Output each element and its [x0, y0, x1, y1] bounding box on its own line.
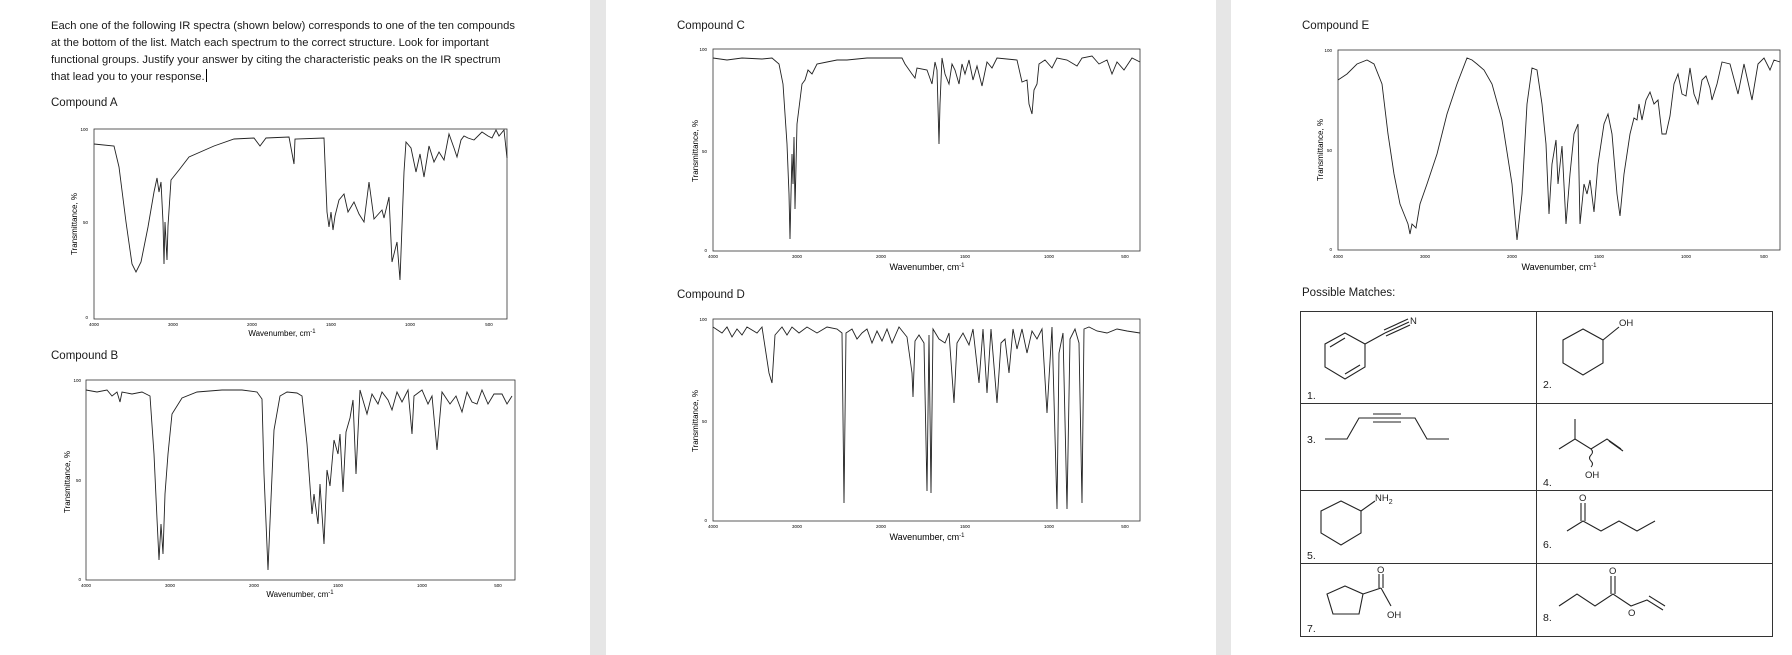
ytick-label: 50 [701, 149, 707, 154]
y-axis-label: Transmittance, % [691, 390, 700, 452]
spectrum-trace [86, 390, 512, 570]
ytick-label: 50 [701, 419, 707, 424]
possible-matches-table [1300, 311, 1773, 637]
compound-b-caption: Compound B [51, 350, 119, 362]
xtick-label: 3000 [164, 583, 176, 588]
compound-a-spectrum [64, 122, 514, 339]
ytick-label: 0 [704, 518, 707, 523]
x-axis-label: Wavenumber, $cm^{-1}$ [889, 532, 965, 542]
oct-4-yne-structure [1301, 405, 1536, 490]
xtick-label: 1000 [416, 583, 428, 588]
plot-frame [713, 319, 1140, 521]
compound-b-spectrum [62, 374, 517, 600]
ytick-label: 0 [78, 577, 81, 582]
ytick-label: 50 [75, 478, 81, 483]
xtick-label: 2000 [248, 583, 260, 588]
atom-label: OH [1387, 610, 1402, 621]
xtick-label: 2000 [246, 322, 258, 327]
match-number: 6. [1543, 539, 1552, 551]
match-number: 5. [1307, 550, 1316, 562]
ytick-label: 0 [85, 315, 88, 320]
atom-label: OH [1585, 469, 1600, 481]
table-row [1301, 404, 1773, 491]
y-axis-label: Transmittance, % [691, 120, 700, 182]
atom-label: OH [1619, 317, 1634, 329]
match-cell-6 [1537, 491, 1773, 564]
ytick-label: 0 [704, 248, 707, 253]
ytick-label: 100 [1324, 48, 1332, 53]
cyclohexylamine-structure [1301, 491, 1536, 563]
match-number: 4. [1543, 477, 1552, 489]
compound-a-caption: Compound A [51, 97, 118, 109]
atom-label: O [1609, 566, 1617, 577]
cyclopentanecarboxylic-acid-structure [1301, 564, 1536, 636]
xtick-label: 1500 [959, 254, 971, 259]
xtick-label: 4000 [707, 254, 719, 259]
compound-d-caption: Compound D [677, 289, 745, 301]
xtick-label: 3000 [791, 524, 803, 529]
xtick-label: 1000 [1043, 254, 1055, 259]
cyclohexanol-structure [1537, 313, 1772, 403]
x-axis-label: Wavenumber, $cm^{-1}$ [248, 329, 316, 338]
xtick-label: 3000 [791, 254, 803, 259]
xtick-label: 500 [1121, 254, 1129, 259]
xtick-label: 1500 [1593, 254, 1605, 259]
match-number: 1. [1307, 390, 1316, 402]
match-number: 8. [1543, 612, 1552, 624]
xtick-label: 500 [485, 322, 493, 327]
atom-label: N [1410, 315, 1417, 327]
plot-frame [1338, 50, 1780, 250]
benzonitrile-structure [1301, 313, 1536, 403]
match-cell-4 [1537, 404, 1773, 491]
table-row [1301, 564, 1773, 637]
xtick-label: 500 [1760, 254, 1768, 259]
x-axis-label: Wavenumber, $cm^{-1}$ [889, 262, 965, 272]
alkenol-structure [1537, 405, 1772, 490]
xtick-label: 500 [494, 583, 502, 588]
plot-frame [86, 380, 515, 580]
plot-frame [713, 49, 1140, 251]
xtick-label: 1000 [1680, 254, 1692, 259]
vinyl-butanoate-structure [1537, 564, 1772, 636]
xtick-label: 1000 [404, 322, 416, 327]
ytick-label: 50 [1326, 148, 1332, 153]
spectrum-trace [1338, 58, 1780, 240]
spectrum-trace [94, 130, 507, 280]
compound-e-spectrum [1312, 44, 1787, 274]
y-axis-label: Transmittance, % [63, 451, 72, 513]
ytick-label: 100 [73, 378, 81, 383]
atom-label: O [1377, 565, 1385, 576]
match-cell-5 [1301, 491, 1537, 564]
xtick-label: 1000 [1043, 524, 1055, 529]
xtick-label: 2000 [1506, 254, 1518, 259]
intro-text: Each one of the following IR spectra (shown below) corresponds to one of the ten compounds at the bottom of the list. Match each spectrum to the correct structure. Look for important functional groups. Justify your answer by citing the characteristic peaks on the IR spectrum that lead you to your response. [51, 20, 515, 83]
xtick-label: 3000 [1419, 254, 1431, 259]
y-axis-label: Transmittance, % [1316, 119, 1325, 181]
xtick-label: 1500 [959, 524, 971, 529]
atom-label: O [1628, 608, 1636, 619]
xtick-label: 1500 [325, 322, 337, 327]
xtick-label: 3000 [167, 322, 179, 327]
compound-e-caption: Compound E [1302, 20, 1370, 32]
intro-paragraph[interactable] [51, 18, 521, 86]
ytick-label: 50 [82, 220, 88, 225]
compound-d-spectrum [687, 313, 1157, 543]
xtick-label: 500 [1121, 524, 1129, 529]
x-axis-label: Wavenumber, $cm^{-1}$ [266, 590, 334, 599]
table-row [1301, 491, 1773, 564]
plot-frame [94, 129, 507, 319]
xtick-label: 2000 [875, 254, 887, 259]
possible-matches-heading: Possible Matches: [1302, 287, 1396, 299]
xtick-label: 4000 [80, 583, 92, 588]
ytick-label: 100 [699, 317, 707, 322]
xtick-label: 4000 [88, 322, 100, 327]
ytick-label: 100 [699, 47, 707, 52]
table-row [1301, 312, 1773, 404]
match-number: 7. [1307, 623, 1316, 635]
xtick-label: 1500 [332, 583, 344, 588]
ytick-label: 0 [1329, 247, 1332, 252]
match-cell-2 [1537, 312, 1773, 404]
compound-c-caption: Compound C [677, 20, 745, 32]
x-axis-label: Wavenumber, $cm^{-1}$ [1521, 262, 1597, 272]
match-cell-7 [1301, 564, 1537, 637]
match-cell-3 [1301, 404, 1537, 491]
xtick-label: 2000 [875, 524, 887, 529]
ytick-label: 100 [80, 127, 88, 132]
spectrum-trace [713, 327, 1140, 509]
match-cell-8 [1537, 564, 1773, 637]
match-number: 3. [1307, 434, 1316, 446]
atom-label: O [1579, 493, 1587, 504]
atom-label: $NH_2$ [1375, 493, 1393, 506]
hexan-2-one-structure [1537, 491, 1772, 563]
document-page-2 [606, 0, 1216, 655]
y-axis-label: Transmittance, % [70, 193, 79, 255]
match-number: 2. [1543, 379, 1552, 391]
match-cell-1 [1301, 312, 1537, 404]
spectrum-trace [713, 56, 1140, 239]
document-page-3 [1231, 0, 1792, 655]
text-cursor [206, 69, 207, 82]
xtick-label: 4000 [707, 524, 719, 529]
document-page-1 [0, 0, 590, 655]
xtick-label: 4000 [1332, 254, 1344, 259]
compound-c-spectrum [687, 44, 1157, 274]
